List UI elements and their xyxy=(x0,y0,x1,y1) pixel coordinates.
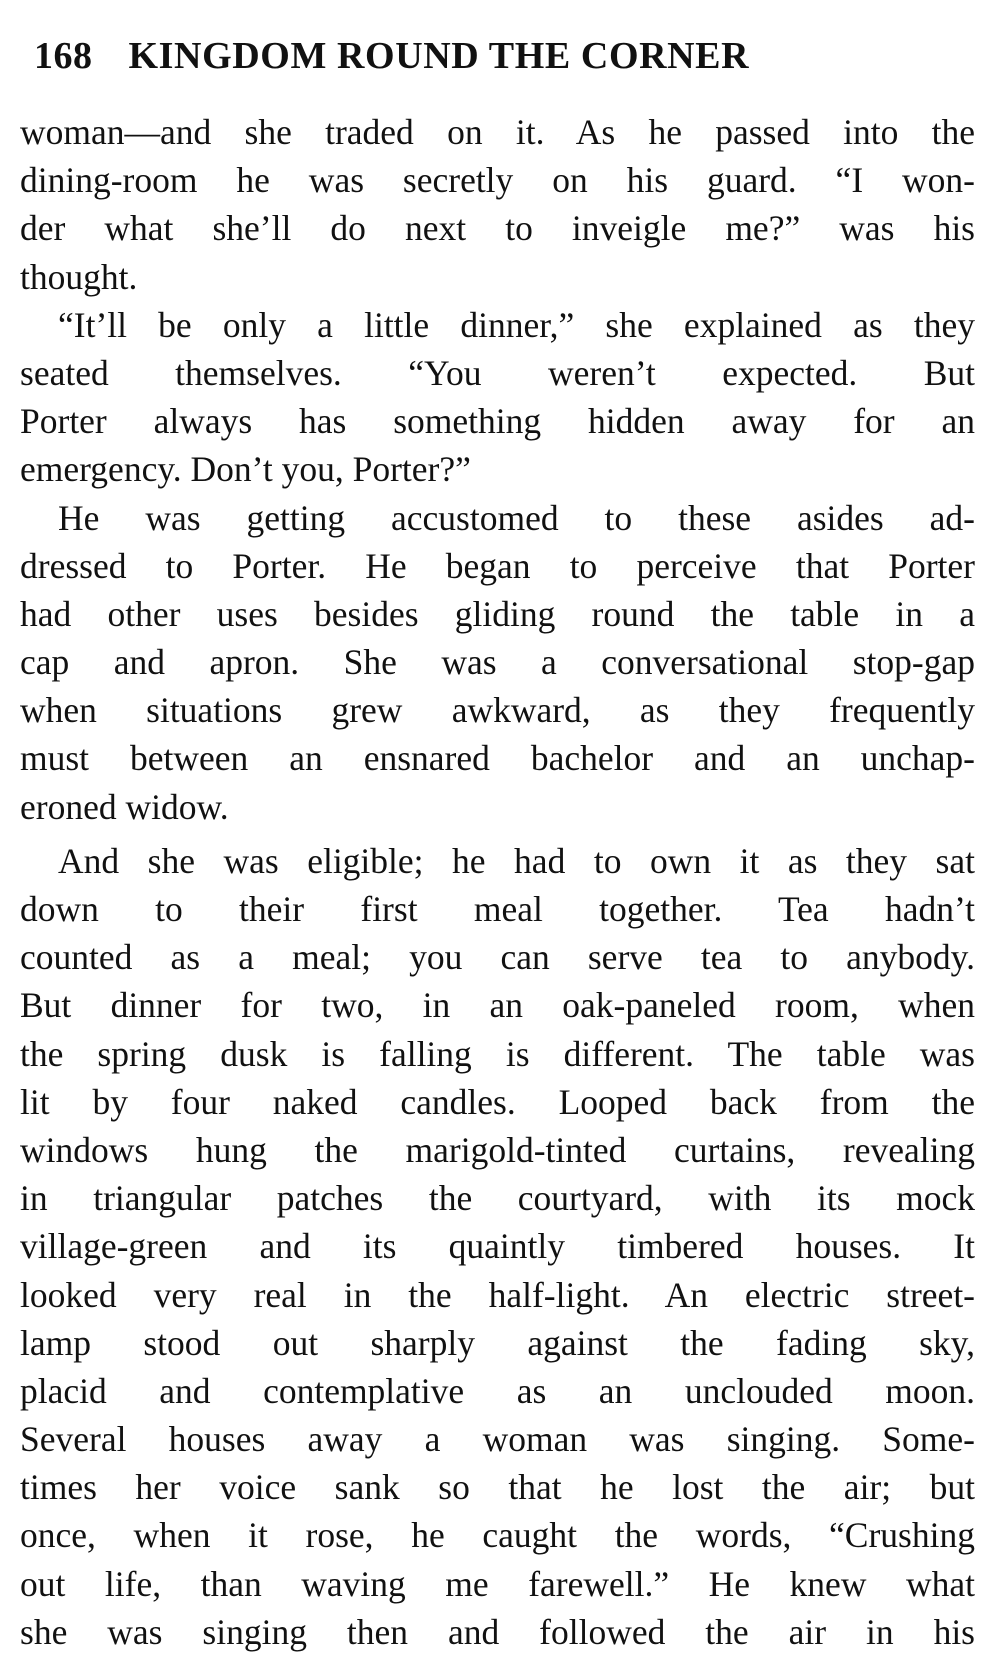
text-line: And she was eligible; he had to own it as they sat xyxy=(58,840,975,881)
text-line: times her voice sank so that he lost the air; but xyxy=(20,1467,975,1508)
text-line: Several houses away a woman was singing. Some- xyxy=(20,1419,975,1460)
text-line: looked very real in the half-light. An electric street- xyxy=(20,1274,975,1315)
text-line: He was getting accustomed to these asides ad- xyxy=(58,497,975,538)
paragraph xyxy=(20,301,975,494)
text-line: Porter always has something hidden away for an xyxy=(20,401,975,442)
paragraph xyxy=(20,494,975,831)
text-line: dining-room he was secretly on his guard. “I won- xyxy=(20,160,975,201)
running-head xyxy=(34,34,934,82)
text-line: once, when it rose, he caught the words, “Crushing xyxy=(20,1515,975,1556)
text-line: placid and contemplative as an unclouded moon. xyxy=(20,1370,975,1411)
text-line: emergency. Don’t you, Porter?” xyxy=(20,449,471,490)
text-line: had other uses besides gliding round the table in a xyxy=(20,593,975,634)
text-line: in triangular patches the courtyard, with its mock xyxy=(20,1178,975,1219)
text-line: der what she’ll do next to inveigle me?” was his xyxy=(20,208,975,249)
text-line: when situations grew awkward, as they frequently xyxy=(20,690,975,731)
paragraph xyxy=(20,108,975,301)
text-line: must between an ensnared bachelor and an unchap- xyxy=(20,738,975,779)
text-line: the spring dusk is falling is different. The table was xyxy=(20,1033,975,1074)
book-title: KINGDOM ROUND THE CORNER xyxy=(128,35,750,77)
page-number: 168 xyxy=(34,35,93,77)
text-line: she was singing then and followed the air in his xyxy=(20,1611,975,1652)
text-line: seated themselves. “You weren’t expected. But xyxy=(20,352,975,393)
text-line: lit by four naked candles. Looped back from the xyxy=(20,1081,975,1122)
text-line: counted as a meal; you can serve tea to anybody. xyxy=(20,937,975,978)
text-line: woman—and she traded on it. As he passed into the xyxy=(20,112,975,152)
text-line: eroned widow. xyxy=(20,786,229,827)
text-line: dressed to Porter. He began to perceive that Porter xyxy=(20,545,975,586)
text-line: down to their first meal together. Tea hadn’t xyxy=(20,889,975,929)
text-line: windows hung the marigold-tinted curtains, revealing xyxy=(20,1129,975,1170)
text-line: out life, than waving me farewell.” He knew what xyxy=(20,1563,975,1604)
text-line: thought. xyxy=(20,256,138,297)
text-line: “It’ll be only a little dinner,” she explained as they xyxy=(58,304,975,345)
text-line: village-green and its quaintly timbered houses. It xyxy=(20,1226,975,1267)
text-line: But dinner for two, in an oak-paneled room, when xyxy=(20,985,975,1026)
text-line: cap and apron. She was a conversational stop-gap xyxy=(20,642,975,683)
paragraph xyxy=(20,837,975,1656)
body-text xyxy=(20,108,975,1656)
text-line: lamp stood out sharply against the fading sky, xyxy=(20,1322,975,1363)
